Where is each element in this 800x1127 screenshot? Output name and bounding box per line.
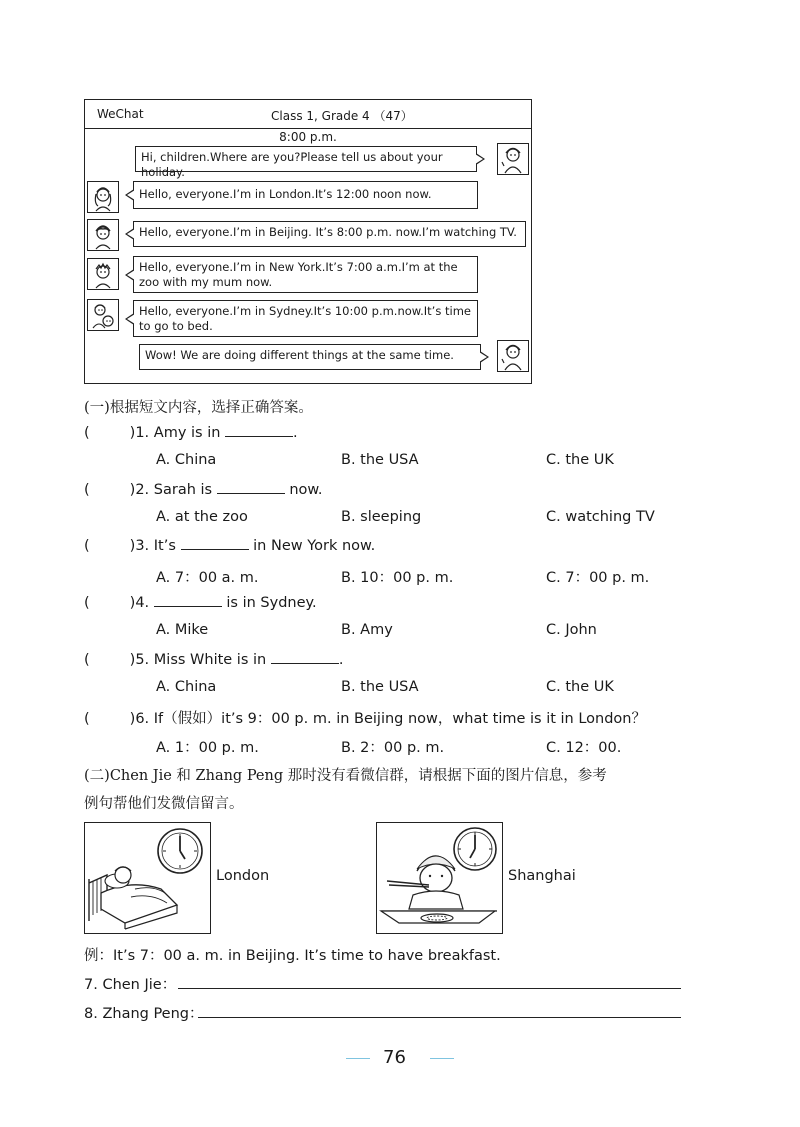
q4-option-b[interactable]: B. Amy <box>341 622 393 638</box>
chat-message-student-london <box>133 181 478 209</box>
chat-message-text: Hi, children.Where are you?Please tell us about your holiday. <box>141 150 443 179</box>
question-1 <box>84 424 298 441</box>
fill-blank[interactable] <box>154 594 222 607</box>
question-6 <box>84 707 646 728</box>
answer-paren: ( <box>84 538 90 554</box>
question-text: If（假如）it’s 9：00 p. m. in Beijing now，what time is it in London？ <box>153 711 646 727</box>
q1-option-b[interactable]: B. the USA <box>341 452 419 468</box>
student-avatar-amy-icon <box>87 181 119 213</box>
q4-option-c[interactable]: C. John <box>546 622 597 638</box>
answer-paren: ( <box>84 595 90 611</box>
picture-shanghai-eating <box>376 822 503 934</box>
answer-paren: ( <box>84 652 90 668</box>
question-text: Sarah is <box>153 482 213 498</box>
chat-message-teacher-1 <box>135 146 477 179</box>
chat-message-text: Hello, everyone.I’m in Beijing. It’s 8:00 p.m. now.I’m watching TV. <box>139 225 517 239</box>
teacher-avatar-icon <box>497 143 529 175</box>
q6-option-a[interactable]: A. 1：00 p. m. <box>156 740 259 756</box>
wechat-timestamp: 8:00 p.m. <box>279 130 337 144</box>
answer-paren: ( <box>84 425 90 441</box>
question-text-after: . <box>338 652 344 668</box>
question-text-after: is in Sydney. <box>226 595 317 611</box>
student-avatar-beijing-icon <box>87 219 119 251</box>
page-number-rule-left <box>346 1058 370 1059</box>
part2-title-line1: (二)Chen Jie 和 Zhang Peng 那时没有看微信群，请根据下面的图片信息，参考 <box>84 768 607 784</box>
question-5 <box>84 651 343 668</box>
picture-london-label: London <box>216 868 270 884</box>
picture-shanghai-label: Shanghai <box>508 868 576 884</box>
teacher-avatar-icon <box>497 340 529 372</box>
chat-message-teacher-2 <box>139 344 481 370</box>
example-sentence: 例：It’s 7：00 a. m. in Beijing. It’s time to have breakfast. <box>84 948 501 964</box>
question-3 <box>84 537 375 554</box>
page-number-rule-right <box>430 1058 454 1059</box>
q6-option-c[interactable]: C. 12：00. <box>546 740 622 756</box>
q2-option-b[interactable]: B. sleeping <box>341 509 422 525</box>
q3-option-c[interactable]: C. 7：00 p. m. <box>546 570 650 586</box>
chat-message-student-sydney <box>133 300 478 337</box>
q8-label: 8. Zhang Peng： <box>84 1006 204 1022</box>
student-avatar-newyork-icon <box>87 258 119 290</box>
question-number: )1. <box>129 425 150 441</box>
q3-option-b[interactable]: B. 10：00 p. m. <box>341 570 454 586</box>
q4-option-a[interactable]: A. Mike <box>156 622 209 638</box>
q7-label: 7. Chen Jie： <box>84 977 177 993</box>
q5-option-a[interactable]: A. China <box>156 679 217 695</box>
q8-answer-line[interactable] <box>198 1017 681 1018</box>
question-text-after: now. <box>289 482 323 498</box>
question-number: )6. <box>129 711 150 727</box>
student-avatar-sydney-icon <box>87 299 119 331</box>
q6-option-b[interactable]: B. 2：00 p. m. <box>341 740 445 756</box>
question-4 <box>84 594 317 611</box>
q2-option-c[interactable]: C. watching TV <box>546 509 655 525</box>
sleeping-in-bed-icon <box>85 823 209 932</box>
question-text: It’s <box>153 538 176 554</box>
question-number: )4. <box>129 595 150 611</box>
fill-blank[interactable] <box>271 651 339 664</box>
question-number: )2. <box>129 482 150 498</box>
q1-option-a[interactable]: A. China <box>156 452 217 468</box>
q1-option-c[interactable]: C. the UK <box>546 452 614 468</box>
chat-message-text: Wow! We are doing different things at the same time. <box>145 348 454 362</box>
fill-blank[interactable] <box>181 537 249 550</box>
fill-blank[interactable] <box>225 424 293 437</box>
q7-answer-line[interactable] <box>178 988 681 989</box>
chat-message-student-beijing <box>133 221 526 247</box>
chat-message-text: Hello, everyone.I’m in Sydney.It’s 10:00 p.m.now.It’s time to go to bed. <box>139 304 471 333</box>
chat-message-text: Hello, everyone.I’m in New York.It’s 7:00 a.m.I’m at the zoo with my mum now. <box>139 260 458 289</box>
chat-message-text: Hello, everyone.I’m in London.It’s 12:00 noon now. <box>139 187 432 201</box>
q5-option-c[interactable]: C. the UK <box>546 679 614 695</box>
question-2 <box>84 481 323 498</box>
q5-option-b[interactable]: B. the USA <box>341 679 419 695</box>
question-number: )3. <box>129 538 150 554</box>
fill-blank[interactable] <box>217 481 285 494</box>
q2-option-a[interactable]: A. at the zoo <box>156 509 248 525</box>
question-number: )5. <box>129 652 150 668</box>
q3-option-a[interactable]: A. 7：00 a. m. <box>156 570 259 586</box>
part1-title: (一)根据短文内容，选择正确答案。 <box>84 400 313 416</box>
question-text-after: . <box>293 425 298 441</box>
eating-dinner-icon <box>377 823 501 932</box>
picture-london-sleeping <box>84 822 211 934</box>
wechat-group-name: Class 1, Grade 4 （47） <box>271 109 413 123</box>
answer-paren: ( <box>84 711 90 727</box>
page-number: 76 <box>383 1047 406 1068</box>
wechat-chat-panel <box>84 99 532 384</box>
wechat-header <box>85 100 531 129</box>
question-text: Amy is in <box>153 425 221 441</box>
wechat-app-name: WeChat <box>97 107 144 121</box>
question-text-after: in New York now. <box>253 538 376 554</box>
part2-title-line2: 例句帮他们发微信留言。 <box>84 796 244 812</box>
answer-paren: ( <box>84 482 90 498</box>
chat-message-student-newyork <box>133 256 478 293</box>
question-text: Miss White is in <box>153 652 267 668</box>
